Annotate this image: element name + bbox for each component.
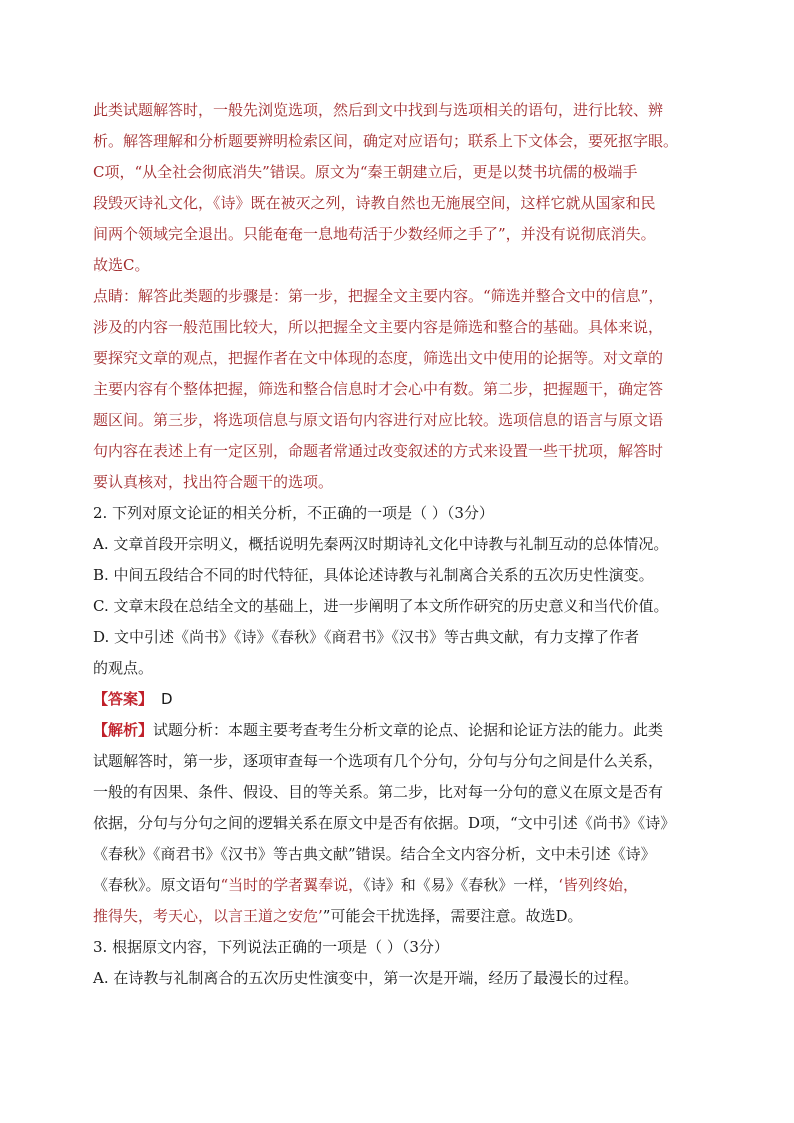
question-3-stem: 3. 根据原文内容，下列说法正确的一项是（ ）（3分） — [93, 938, 449, 956]
document-content — [93, 95, 705, 994]
quoted-text: 推得失，考天心，以言王道之安危’ — [93, 907, 323, 925]
tip-line: 要探究文章的观点，把握作者在文中体现的态度，筛选出文中使用的论据等。对文章的 — [93, 349, 664, 367]
tip-line: 句内容在表述上有一定区别，命题者常通过改变叙述的方式来设置一些干扰项，解答时 — [93, 442, 664, 460]
explain-line-mixed-1 — [93, 870, 705, 901]
analysis-line: 此类试题解答时，一般先浏览选项，然后到文中找到与选项相关的语句，进行比较、辨 — [93, 101, 664, 119]
explain-line-mixed-2 — [93, 901, 705, 932]
explain-line-1 — [93, 715, 705, 746]
explain-text: ”可能会干扰选择，需要注意。故选D。 — [322, 907, 583, 925]
question-2-option-c: C. 文章末段在总结全文的基础上，进一步阐明了本文所作研究的历史意义和当代价值。 — [93, 597, 669, 615]
tip-line: 涉及的内容一般范围比较大，所以把握全文主要内容是筛选和整合的基础。具体来说， — [93, 318, 664, 336]
tip-line: 点睛：解答此类题的步骤是：第一步，把握全文主要内容。“筛选并整合文中的信息”， — [93, 287, 664, 305]
explain-text: 《春秋》。原文语句 — [93, 876, 221, 894]
analysis-block — [93, 95, 705, 281]
tip-line: 题区间。第三步，将选项信息与原文语句内容进行对应比较。选项信息的语言与原文语 — [93, 411, 664, 429]
tip-block — [93, 281, 705, 498]
tip-line: 要认真核对，找出符合题干的选项。 — [93, 473, 334, 491]
tip-line: 主要内容有个整体把握，筛选和整合信息时才会心中有数。第二步，把握题干，确定答 — [93, 380, 664, 398]
answer-value: D — [161, 690, 173, 708]
analysis-line: 间两个领域完全退出。只能奄奄一息地苟活于少数经师之手了”，并没有说彻底消失。 — [93, 225, 656, 243]
answer-line — [93, 684, 705, 715]
explain-line: 《春秋》《商君书》《汉书》等古典文献”错误。结合全文内容分析，文中未引述《诗》 — [93, 845, 656, 863]
analysis-line: 析。解答理解和分析题要辨明检索区间，确定对应语句；联系上下文体会，要死抠字眼。 — [93, 132, 679, 150]
question-2-option-d-cont: 的观点。 — [93, 659, 154, 677]
quoted-text: “当时的学者翼奉说， — [220, 876, 364, 894]
explain-line: 试题解答时，第一步，逐项审查每一个选项有几个分句，分句与分句之间是什么关系， — [93, 752, 664, 770]
question-2-option-a: A. 文章首段开宗明义，概括说明先秦两汉时期诗礼文化中诗教与礼制互动的总体情况。 — [93, 535, 669, 553]
explain-line: 依据，分句与分句之间的逻辑关系在原文中是否有依据。D项，“文中引述《尚书》《诗》 — [93, 814, 676, 832]
analysis-line: 故选C。 — [93, 256, 150, 274]
question-2 — [93, 498, 705, 932]
question-3-option-a: A. 在诗教与礼制离合的五次历史性演变中，第一次是开端，经历了最漫长的过程。 — [93, 969, 639, 987]
answer-tag: 【答案】 — [93, 690, 154, 708]
explain-text: 《诗》和《易》《春秋》一样， — [363, 876, 559, 894]
question-3 — [93, 932, 705, 994]
explain-text: 试题分析：本题主要考查考生分析文章的论点、论据和论证方法的能力。此类 — [153, 721, 664, 739]
explain-tag: 【解析】 — [93, 721, 154, 739]
question-2-option-d: D. 文中引述《尚书》《诗》《春秋》《商君书》《汉书》等古典文献，有力支撑了作者 — [93, 628, 640, 646]
question-2-stem: 2. 下列对原文论证的相关分析，不正确的一项是（ ）（3分） — [93, 504, 494, 522]
quoted-text: ‘皆列终始， — [558, 876, 638, 894]
analysis-line: 段毁灭诗礼文化，《诗》既在被灭之列，诗教自然也无施展空间，这样它就从国家和民 — [93, 194, 656, 212]
question-2-option-b: B. 中间五段结合不同的时代特征，具体论述诗教与礼制离合关系的五次历史性演变。 — [93, 566, 654, 584]
analysis-line: C项，“从全社会彻底消失”错误。原文为“秦王朝建立后，更是以焚书坑儒的极端手 — [93, 163, 638, 181]
explain-line: 一般的有因果、条件、假设、目的等关系。第二步，比对每一分句的意义在原文是否有 — [93, 783, 664, 801]
